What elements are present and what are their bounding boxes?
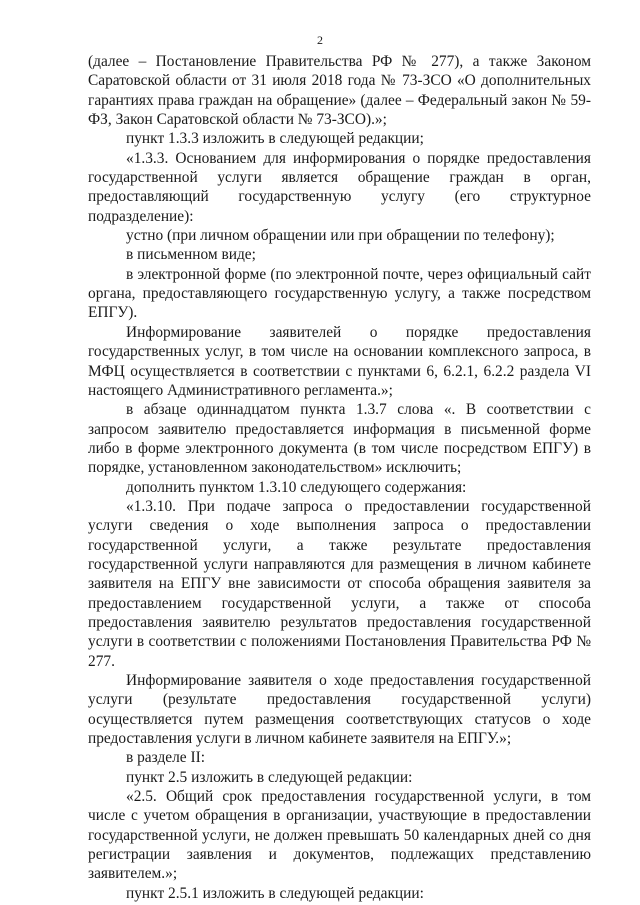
paragraph: дополнить пунктом 1.3.10 следующего содержания: xyxy=(126,478,467,496)
paragraph: (далее – Постановление Правительства РФ № 277), а также Законом Саратовской области от 31 июля 2018 года № 73-ЗСО «О дополнительных гарантиях права граждан на обращение» (далее – Федеральный закон № 59-ФЗ, Закон Саратовской области № 73-ЗСО).»; xyxy=(88,53,591,129)
paragraph: устно (при личном обращении или при обращении по телефону); xyxy=(126,227,555,245)
paragraph: в абзаце одиннадцатом пункта 1.3.7 слова «. В соответствии с запросом заявителю предоставляется информация в письменной форме либо в форме электронного документа (в том числе посредством ЕПГУ) в порядке, установленном законодательством» исключить; xyxy=(88,401,591,477)
paragraph: «2.5. Общий срок предоставления государственной услуги, в том числе с учетом обращения в организации, участвующие в предоставлении государственной услуги, не должен превышать 50 календарных дней со дня регистрации заявления и документов, подлежащих представлению заявителем.»; xyxy=(88,788,591,883)
paragraph: «1.3.10. При подаче запроса о предоставлении государственной услуги сведения о ходе выполнения запроса о предоставлении государственной услуги, а также результате предоставления государственной услуги направляются для размещения в личном кабинете заявителя на ЕПГУ вне зависимости от способа обращения заявителя за предоставлением государственной услуги, а также от способа предоставления заявителю результатов предоставления государственной услуги в соответствии с положениями Постановления Правительства РФ № 277. xyxy=(88,497,591,670)
document-body xyxy=(88,52,591,903)
paragraph: пункт 2.5 изложить в следующей редакции: xyxy=(126,768,413,786)
paragraph: «1.3.3. Основанием для информирования о порядке предоставления государственной услуги является обращение граждан в орган, предоставляющий государственную услугу (его структурное подразделение): xyxy=(88,149,591,225)
paragraph: пункт 2.5.1 изложить в следующей редакции: xyxy=(126,884,424,902)
paragraph: Информирование заявителей о порядке предоставления государственных услуг, в том числе на основании комплексного запроса, в МФЦ осуществляется в соответствии с пунктами 6, 6.2.1, 6.2.2 раздела VI настоящего Административного регламента.»; xyxy=(88,323,591,399)
paragraph: пункт 1.3.3 изложить в следующей редакции; xyxy=(126,130,424,148)
paragraph: Информирование заявителя о ходе предоставления государственной услуги (результате предоставления государственной услуги) осуществляется путем размещения соответствующих статусов о ходе предоставления услуги в личном кабинете заявителя на ЕПГУ.»; xyxy=(88,672,591,748)
page-number: 2 xyxy=(317,33,323,47)
paragraph: в разделе II: xyxy=(126,749,205,767)
paragraph: в письменном виде; xyxy=(126,246,256,264)
paragraph: в электронной форме (по электронной почте, через официальный сайт органа, предоставляющего государственную услугу, а также посредством ЕПГУ). xyxy=(88,265,591,322)
